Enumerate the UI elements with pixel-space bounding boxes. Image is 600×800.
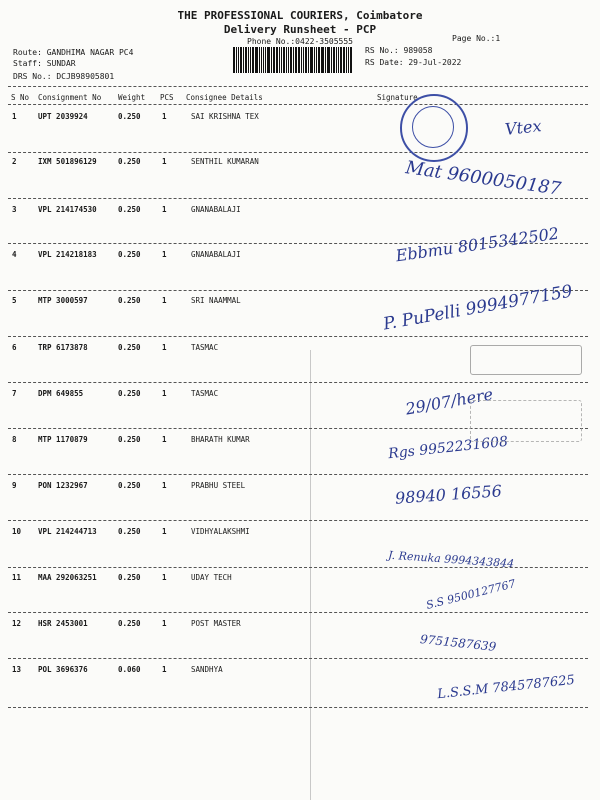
barcode-bar (248, 47, 249, 73)
barcode-bar (301, 47, 302, 73)
row-consignee: GNANABALAJI (191, 250, 241, 259)
row-pcs: 1 (162, 527, 167, 536)
row-consignment-no: MTP 3000597 (38, 296, 88, 305)
barcode-bar (316, 47, 317, 73)
barcode-bar (238, 47, 239, 73)
row-divider (8, 474, 588, 475)
barcode-bar (243, 47, 244, 73)
barcode-bar (279, 47, 280, 73)
row-consignee: PRABHU STEEL (191, 481, 246, 490)
row-consignment-no: PON 1232967 (38, 481, 88, 490)
col-weight: Weight (118, 93, 146, 102)
barcode-bar (271, 47, 272, 73)
header-divider (8, 86, 588, 87)
row-consignee: POST MASTER (191, 619, 241, 628)
phone-number: Phone No.:0422-3505555 (247, 37, 353, 46)
document-subtitle: Delivery Runsheet - PCP (223, 23, 377, 36)
row-consignee: SRI NAAMMAL (191, 296, 241, 305)
row-divider (8, 198, 588, 199)
row-divider (8, 382, 588, 383)
barcode-bar (283, 47, 286, 73)
barcode-bar (286, 47, 287, 73)
row-weight: 0.250 (118, 250, 141, 259)
row-weight: 0.250 (118, 296, 141, 305)
row-sno: 2 (12, 157, 17, 166)
row-signature: Ebbmu 8015342502 (394, 223, 561, 266)
barcode-bar (333, 47, 335, 73)
row-weight: 0.250 (118, 527, 141, 536)
barcode-bar (236, 47, 237, 73)
row-signature: Vtex (504, 116, 543, 139)
barcode-bar (250, 47, 251, 73)
page-number: Page No.:1 (452, 34, 501, 43)
barcode-bar (276, 47, 278, 73)
row-weight: 0.250 (118, 205, 141, 214)
row-pcs: 1 (162, 296, 167, 305)
row-divider (8, 152, 588, 153)
col-consignment: Consignment No (38, 93, 102, 102)
row-weight: 0.250 (118, 573, 141, 582)
barcode-bar (252, 47, 254, 73)
barcode-bar (273, 47, 275, 73)
barcode-bar (325, 47, 326, 73)
row-sno: 3 (12, 205, 17, 214)
barcode-bar (259, 47, 260, 73)
barcode-bar (288, 47, 289, 73)
row-consignment-no: MAA 292063251 (38, 573, 97, 582)
row-sno: 13 (12, 665, 22, 674)
row-divider (8, 336, 588, 337)
row-pcs: 1 (162, 250, 167, 259)
row-weight: 0.250 (118, 481, 141, 490)
barcode-bar (310, 47, 313, 73)
row-divider (8, 658, 588, 659)
row-pcs: 1 (162, 343, 167, 352)
company-stamp-icon (400, 94, 468, 162)
row-divider (8, 520, 588, 521)
row-consignee: UDAY TECH (191, 573, 232, 582)
barcode-bar (348, 47, 349, 73)
stamp-inner-ring (412, 106, 454, 148)
stamp-smudge-icon (470, 400, 582, 442)
col-pcs: PCS (160, 93, 174, 102)
row-weight: 0.250 (118, 343, 141, 352)
row-divider (8, 290, 588, 291)
row-consignee: BHARATH KUMAR (191, 435, 250, 444)
row-sno: 1 (12, 112, 17, 121)
barcode-bar (267, 47, 270, 73)
row-weight: 0.250 (118, 389, 141, 398)
row-weight: 0.060 (118, 665, 141, 674)
row-consignment-no: VPL 214218183 (38, 250, 97, 259)
row-signature: 98940 16556 (394, 481, 503, 508)
row-consignment-no: DPM 649855 (38, 389, 84, 398)
column-divider (8, 104, 588, 105)
row-consignment-no: TRP 6173878 (38, 343, 88, 352)
col-sno: S No (11, 93, 30, 102)
row-sno: 5 (12, 296, 17, 305)
row-sno: 11 (12, 573, 22, 582)
row-consignee: SENTHIL KUMARAN (191, 157, 259, 166)
row-divider (8, 567, 588, 568)
row-pcs: 1 (162, 112, 167, 121)
row-weight: 0.250 (118, 112, 141, 121)
row-pcs: 1 (162, 157, 167, 166)
rs-number: RS No.: 989058 (365, 46, 433, 55)
row-consignment-no: VPL 214244713 (38, 527, 97, 536)
barcode-bar (343, 47, 345, 73)
drs-number: DRS No.: DCJB98905801 (13, 72, 115, 81)
row-divider (8, 707, 588, 708)
row-sno: 9 (12, 481, 17, 490)
row-pcs: 1 (162, 389, 167, 398)
row-sno: 7 (12, 389, 17, 398)
barcode-bar (314, 47, 315, 73)
rs-date: RS Date: 29-Jul-2022 (365, 58, 462, 67)
row-consignee: SAI KRISHNA TEX (191, 112, 259, 121)
row-consignment-no: MTP 1170879 (38, 435, 88, 444)
barcode-bar (233, 47, 235, 73)
barcode-bar (346, 47, 347, 73)
barcode-bar (290, 47, 292, 73)
stamp-smudge-icon (470, 345, 582, 375)
row-consignment-no: UPT 2039924 (38, 112, 88, 121)
row-consignee: VIDHYALAKSHMI (191, 527, 250, 536)
row-signature: 29/07/here (404, 384, 495, 419)
staff-label: Staff: SUNDAR (13, 59, 76, 68)
row-consignment-no: HSR 2453001 (38, 619, 88, 628)
row-consignee: GNANABALAJI (191, 205, 241, 214)
row-consignee: SANDHYA (191, 665, 223, 674)
barcode-bar (308, 47, 309, 73)
row-pcs: 1 (162, 481, 167, 490)
barcode-bar (340, 47, 343, 73)
barcode-bar (350, 47, 352, 73)
row-signature: Mat 9600050187 (404, 157, 563, 200)
document-title: THE PROFESSIONAL COURIERS, Coimbatore (177, 9, 423, 22)
barcode-bar (263, 47, 265, 73)
row-signature: L.S.S.M 7845787625 (436, 672, 576, 703)
barcode-bar (281, 47, 282, 73)
barcode-bar (298, 47, 301, 73)
row-consignment-no: IXM 501896129 (38, 157, 97, 166)
row-signature: J. Renuka 9994343844 (387, 548, 515, 571)
row-weight: 0.250 (118, 157, 141, 166)
row-sno: 10 (12, 527, 22, 536)
row-divider (8, 612, 588, 613)
row-weight: 0.250 (118, 435, 141, 444)
barcode-bar (240, 47, 243, 73)
row-sno: 8 (12, 435, 17, 444)
barcode-bar (245, 47, 247, 73)
barcode (233, 47, 353, 73)
row-sno: 6 (12, 343, 17, 352)
col-consignee: Consignee Details (186, 93, 263, 102)
barcode-bar (265, 47, 266, 73)
row-weight: 0.250 (118, 619, 141, 628)
barcode-bar (321, 47, 322, 73)
row-pcs: 1 (162, 573, 167, 582)
row-consignment-no: POL 3696376 (38, 665, 88, 674)
barcode-bar (336, 47, 337, 73)
row-sno: 12 (12, 619, 22, 628)
barcode-bar (338, 47, 339, 73)
row-signature: P. PuPelli 9994977159 (381, 281, 575, 335)
barcode-bar (331, 47, 332, 73)
barcode-bar (303, 47, 304, 73)
row-pcs: 1 (162, 435, 167, 444)
barcode-bar (255, 47, 258, 73)
row-signature: Rgs 9952231608 (387, 433, 509, 463)
row-pcs: 1 (162, 619, 167, 628)
row-consignment-no: VPL 214174530 (38, 205, 97, 214)
barcode-bar (261, 47, 262, 73)
col-signature: Signature (377, 93, 418, 102)
barcode-bar (322, 47, 324, 73)
row-pcs: 1 (162, 205, 167, 214)
barcode-bar (327, 47, 330, 73)
row-signature: S.S 9500127767 (424, 577, 517, 612)
row-pcs: 1 (162, 665, 167, 674)
row-signature: 9751587639 (419, 632, 497, 654)
row-consignee: TASMAC (191, 343, 219, 352)
row-sno: 4 (12, 250, 17, 259)
route-label: Route: GANDHIMA NAGAR PC4 (13, 48, 134, 57)
fold-line (310, 350, 311, 800)
barcode-bar (295, 47, 297, 73)
barcode-bar (305, 47, 307, 73)
row-consignee: TASMAC (191, 389, 219, 398)
barcode-bar (293, 47, 294, 73)
barcode-bar (318, 47, 320, 73)
